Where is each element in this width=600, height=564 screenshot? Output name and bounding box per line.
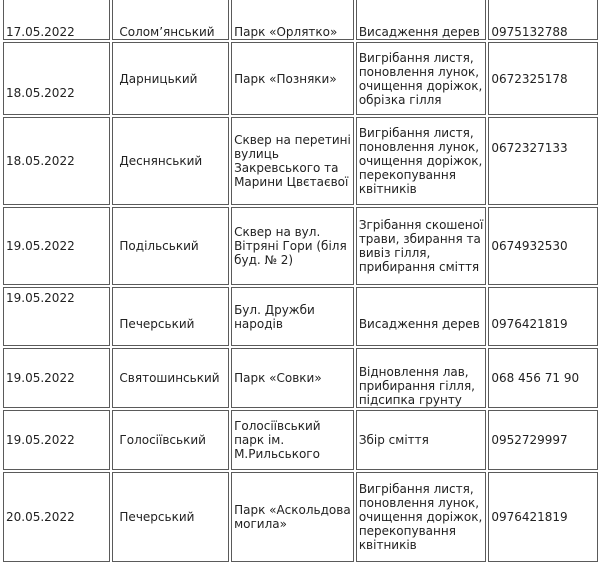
table-row [3,207,598,285]
district-cell: Святошинський [112,348,229,408]
date-cell: 19.05.2022 [3,348,110,408]
place-cell: Сквер на вул. Вітряні Гори (біля буд. № 2) [231,207,354,285]
table-row [3,472,598,562]
place-cell: Голосіївський парк ім. М.Рильського [231,410,354,470]
phone-cell: 0672327133 [488,117,598,205]
table-row [3,287,598,346]
work-cell: Відновлення лав, прибирання гілля, підсипка грунту [356,348,487,408]
date-cell: 17.05.2022 [3,0,110,40]
district-cell: Деснянський [112,117,229,205]
district-cell: Дарницький [112,42,229,115]
table-row [3,42,598,115]
phone-cell: 0952729997 [488,410,598,470]
events-table [1,0,600,564]
table-row [3,348,598,408]
date-cell: 18.05.2022 [3,42,110,115]
district-cell: Печерський [112,287,229,346]
phone-cell: 0976421819 [488,472,598,562]
place-cell: Сквер на перетині вулиць Закревського та Марини Цвєтаєвої [231,117,354,205]
district-cell: Подільський [112,207,229,285]
work-cell: Вигрібання листя, поновлення лунок, очищення доріжок, обрізка гілля [356,42,487,115]
date-cell: 19.05.2022 [3,410,110,470]
table-row [3,410,598,470]
work-cell: Висадження дерев [356,0,487,40]
phone-cell: 0976421819 [488,287,598,346]
phone-cell: 0672325178 [488,42,598,115]
district-cell: Солом’янський [112,0,229,40]
district-cell: Печерський [112,472,229,562]
phone-cell: 0975132788 [488,0,598,40]
district-cell: Голосіївський [112,410,229,470]
work-cell: Згрібання скошеної трави, збирання та вивіз гілля, прибирання сміття [356,207,487,285]
table-row [3,117,598,205]
place-cell: Парк «Совки» [231,348,354,408]
date-cell: 19.05.2022 [3,207,110,285]
table-row [3,0,598,40]
work-cell: Вигрібання листя, поновлення лунок, очищення доріжок, перекопування квітників [356,472,487,562]
work-cell: Висадження дерев [356,287,487,346]
place-cell: Парк «Аскольдова могила» [231,472,354,562]
work-cell: Збір сміття [356,410,487,470]
date-cell: 18.05.2022 [3,117,110,205]
work-cell: Вигрібання листя, поновлення лунок, очищення доріжок, перекопування квітників [356,117,487,205]
date-cell: 19.05.2022 [3,287,110,346]
place-cell: Бул. Дружби народів [231,287,354,346]
place-cell: Парк «Орлятко» [231,0,354,40]
phone-cell: 068 456 71 90 [488,348,598,408]
phone-cell: 0674932530 [488,207,598,285]
date-cell: 20.05.2022 [3,472,110,562]
place-cell: Парк «Позняки» [231,42,354,115]
